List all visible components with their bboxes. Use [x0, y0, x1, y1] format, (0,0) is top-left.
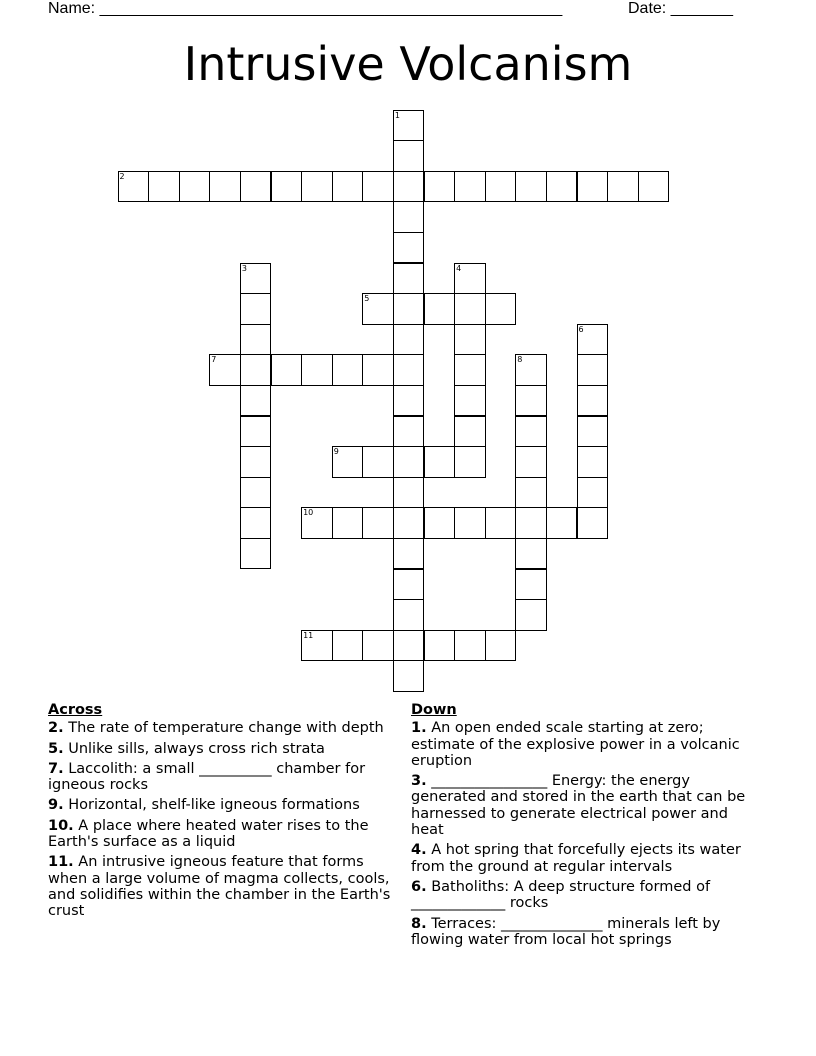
name-line[interactable]: Name: ____________________________________________________ — [48, 0, 563, 17]
grid-cell[interactable] — [393, 416, 425, 448]
grid-cell[interactable] — [454, 630, 486, 662]
grid-cell[interactable] — [393, 660, 425, 692]
date-line[interactable]: Date: _______ — [628, 0, 733, 17]
grid-cell[interactable] — [515, 416, 547, 448]
grid-cell[interactable] — [362, 630, 394, 662]
page-title: Intrusive Volcanism — [183, 37, 633, 91]
grid-cell[interactable] — [393, 201, 425, 233]
grid-cell[interactable] — [607, 171, 639, 203]
down-clues — [411, 702, 763, 952]
grid-cell[interactable] — [638, 171, 670, 203]
grid-cell[interactable] — [240, 416, 272, 448]
grid-cell[interactable] — [393, 171, 425, 203]
grid-cell[interactable] — [454, 385, 486, 417]
grid-cell[interactable] — [332, 630, 364, 662]
grid-cell[interactable] — [209, 354, 241, 386]
grid-cell[interactable] — [271, 354, 303, 386]
grid-cell[interactable] — [577, 354, 609, 386]
grid-cell[interactable] — [515, 569, 547, 601]
grid-cell[interactable] — [393, 354, 425, 386]
grid-cell[interactable] — [577, 507, 609, 539]
grid-cell[interactable] — [148, 171, 180, 203]
grid-cell[interactable] — [362, 293, 394, 325]
cell-number: 4 — [456, 263, 462, 273]
grid-cell[interactable] — [515, 385, 547, 417]
grid-cell[interactable] — [424, 507, 456, 539]
grid-cell[interactable] — [393, 385, 425, 417]
grid-cell[interactable] — [301, 507, 333, 539]
cell-number: 3 — [241, 263, 247, 273]
grid-cell[interactable] — [393, 446, 425, 478]
grid-cell[interactable] — [301, 630, 333, 662]
grid-cell[interactable] — [362, 354, 394, 386]
grid-cell[interactable] — [515, 171, 547, 203]
grid-cell[interactable] — [515, 507, 547, 539]
grid-cell[interactable] — [240, 171, 272, 203]
grid-cell[interactable] — [424, 171, 456, 203]
grid-cell[interactable] — [240, 507, 272, 539]
grid-cell[interactable] — [424, 446, 456, 478]
grid-cell[interactable] — [240, 446, 272, 478]
clue-down-1: 1. An open ended scale starting at zero; estimate of the explosive power in a volcanic eruption — [411, 720, 740, 769]
cell-number: 11 — [303, 630, 314, 640]
clue-across-10: 10. A place where heated water rises to the Earth's surface as a liquid — [48, 817, 369, 851]
grid-cell[interactable] — [577, 416, 609, 448]
grid-cell[interactable] — [515, 354, 547, 386]
grid-cell[interactable] — [515, 446, 547, 478]
grid-cell[interactable] — [454, 171, 486, 203]
grid-cell[interactable] — [179, 171, 211, 203]
grid-cell[interactable] — [332, 507, 364, 539]
grid-cell[interactable] — [424, 630, 456, 662]
cell-number: 8 — [517, 355, 523, 365]
grid-cell[interactable] — [577, 324, 609, 356]
cell-number: 7 — [211, 355, 217, 365]
grid-cell[interactable] — [240, 324, 272, 356]
clue-across-5: 5. Unlike sills, always cross rich strata — [48, 740, 325, 757]
cell-number: 1 — [394, 110, 400, 120]
cell-number: 5 — [364, 294, 370, 304]
grid-cell[interactable] — [424, 293, 456, 325]
clue-across-2: 2. The rate of temperature change with depth — [48, 720, 384, 737]
clue-down-6: 6. Batholiths: A deep structure formed of _____________ rocks — [411, 878, 711, 912]
grid-cell[interactable] — [393, 477, 425, 509]
grid-cell[interactable] — [515, 477, 547, 509]
cell-number: 10 — [303, 508, 314, 518]
grid-cell[interactable] — [393, 507, 425, 539]
grid-cell[interactable] — [546, 171, 578, 203]
grid-cell[interactable] — [393, 293, 425, 325]
grid-cell[interactable] — [240, 293, 272, 325]
cell-number: 6 — [578, 324, 584, 334]
grid-cell[interactable] — [393, 538, 425, 570]
clue-down-4: 4. A hot spring that forcefully ejects its water from the ground at regular intervals — [411, 842, 741, 875]
grid-cell[interactable] — [577, 477, 609, 509]
grid-cell[interactable] — [393, 324, 425, 356]
across-clues — [48, 702, 404, 924]
grid-cell[interactable] — [332, 446, 364, 478]
grid-cell[interactable] — [332, 354, 364, 386]
grid-cell[interactable] — [454, 446, 486, 478]
grid-cell[interactable] — [577, 385, 609, 417]
grid-cell[interactable] — [454, 416, 486, 448]
grid-cell[interactable] — [240, 354, 272, 386]
grid-cell[interactable] — [485, 630, 517, 662]
grid-cell[interactable] — [393, 232, 425, 264]
grid-cell[interactable] — [454, 354, 486, 386]
grid-cell[interactable] — [485, 293, 517, 325]
grid-cell[interactable] — [393, 140, 425, 172]
grid-cell[interactable] — [362, 171, 394, 203]
clue-across-9: 9. Horizontal, shelf-like igneous formations — [48, 797, 360, 814]
grid-cell[interactable] — [393, 599, 425, 631]
grid-cell[interactable] — [454, 293, 486, 325]
grid-cell[interactable] — [362, 507, 394, 539]
grid-cell[interactable] — [393, 569, 425, 601]
grid-cell[interactable] — [301, 354, 333, 386]
down-heading: Down — [411, 702, 457, 718]
grid-cell[interactable] — [515, 538, 547, 570]
cell-number: 2 — [119, 171, 125, 181]
grid-cell[interactable] — [454, 507, 486, 539]
clue-across-7: 7. Laccolith: a small __________ chamber for igneous rocks — [48, 760, 366, 794]
across-heading: Across — [48, 702, 103, 718]
grid-cell[interactable] — [546, 507, 578, 539]
grid-cell[interactable] — [577, 446, 609, 478]
grid-cell[interactable] — [332, 171, 364, 203]
grid-cell[interactable] — [271, 171, 303, 203]
grid-cell[interactable] — [240, 263, 272, 295]
grid-cell[interactable] — [240, 385, 272, 417]
grid-cell[interactable] — [485, 171, 517, 203]
grid-cell[interactable] — [577, 171, 609, 203]
grid-cell[interactable] — [362, 446, 394, 478]
grid-cell[interactable] — [240, 477, 272, 509]
grid-cell[interactable] — [209, 171, 241, 203]
clue-across-11: 11. An intrusive igneous feature that forms when a large volume of magma collects, cools, and solidifies within the chamber in the Earth's crust — [48, 854, 391, 920]
grid-cell[interactable] — [118, 171, 150, 203]
cell-number: 9 — [333, 447, 339, 457]
grid-cell[interactable] — [393, 263, 425, 295]
grid-cell[interactable] — [393, 110, 425, 142]
clue-down-3: 3. ________________ Energy: the energy generated and stored in the earth that can be harnessed to generate electrical power and heat — [411, 773, 746, 839]
grid-cell[interactable] — [515, 599, 547, 631]
grid-cell[interactable] — [301, 171, 333, 203]
grid-cell[interactable] — [454, 324, 486, 356]
grid-cell[interactable] — [485, 507, 517, 539]
grid-cell[interactable] — [393, 630, 425, 662]
grid-cell[interactable] — [454, 263, 486, 295]
grid-cell[interactable] — [240, 538, 272, 570]
clue-down-8: 8. Terraces: ______________ minerals left by flowing water from local hot springs — [411, 915, 721, 948]
